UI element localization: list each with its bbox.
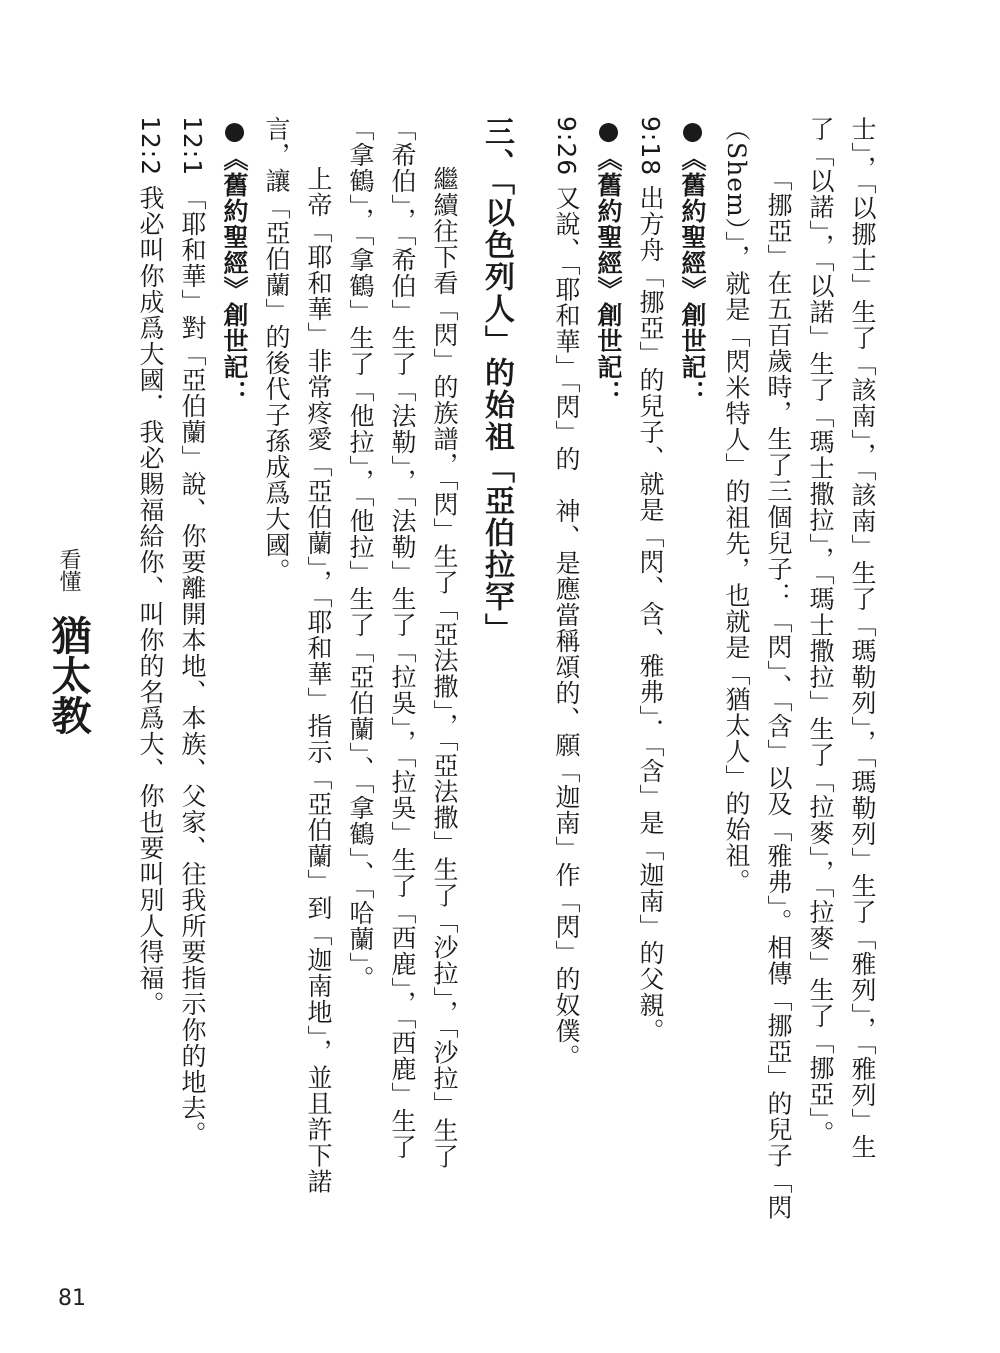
book-title-big: 猶太教: [45, 615, 92, 735]
text-column-13: 言，讓「亞伯蘭」的後代子孫成爲大國。: [262, 116, 291, 584]
verse-12-2: 12:2 我必叫你成爲大國．我必賜福給你、叫你的名爲大、你也要叫別人得福。: [136, 116, 165, 1018]
text-column-2: 了「以諾」，「以諾」生了「瑪士撒拉」，「瑪士撒拉」生了「拉麥」，「拉麥」生了「挪亞」。: [806, 116, 835, 1147]
text-column-12: 上帝「耶和華」非常疼愛「亞伯蘭」，「耶和華」指示「亞伯蘭」到「迦南地」，並且許下諾: [304, 166, 333, 1195]
section-heading: 三、「以色列人」的始祖「亞伯拉罕」: [479, 116, 514, 645]
scripture-source-1: ●《舊約聖經》創世記：: [678, 116, 707, 406]
scripture-source-2: ●《舊約聖經》創世記：: [594, 116, 623, 406]
page-number: 81: [58, 1286, 86, 1311]
verse-12-1: 12:1 「耶和華」對「亞伯蘭」說、你要離開本地、本族、父家、往我所要指示你的地去。: [178, 116, 207, 1148]
text-column-3: 「挪亞」在五百歲時，生了三個兒子：「閃」、「含」以及「雅弗」。相傳「挪亞」的兒子「閃: [764, 166, 793, 1221]
verse-9-26: 9:26 又說、「耶和華」「閃」的 神、是應當稱頌的、願「迦南」作「閃」的奴僕。: [552, 116, 581, 1071]
verse-9-18: 9:18 出方舟「挪亞」的兒子、就是「閃、含、雅弗」．「含」是「迦南」的父親。: [636, 116, 665, 1045]
book-title-small: 看懂: [56, 548, 81, 592]
text-column-1: 士」，「以挪士」生了「該南」，「該南」生了「瑪勒列」，「瑪勒列」生了「雅列」，「雅列」生: [848, 116, 877, 1160]
text-column-10: 「希伯」，「希伯」生了「法勒」，「法勒」生了「拉吳」，「拉吳」生了「西鹿」，「西鹿」生了: [388, 116, 417, 1160]
book-title-logo: [38, 540, 98, 750]
scripture-source-3: ●《舊約聖經》創世記：: [220, 116, 249, 406]
text-column-11: 「拿鶴」，「拿鶴」生了「他拉」，「他拉」生了「亞伯蘭」、「拿鶴」、「哈蘭」。: [346, 116, 375, 992]
text-column-9: 繼續往下看「閃」的族譜，「閃」生了「亞法撒」，「亞法撒」生了「沙拉」，「沙拉」生了: [430, 166, 459, 1170]
text-column-4: （Shem）」，就是「閃米特人」的祖先，也就是「猶太人」的始祖。: [722, 116, 751, 895]
